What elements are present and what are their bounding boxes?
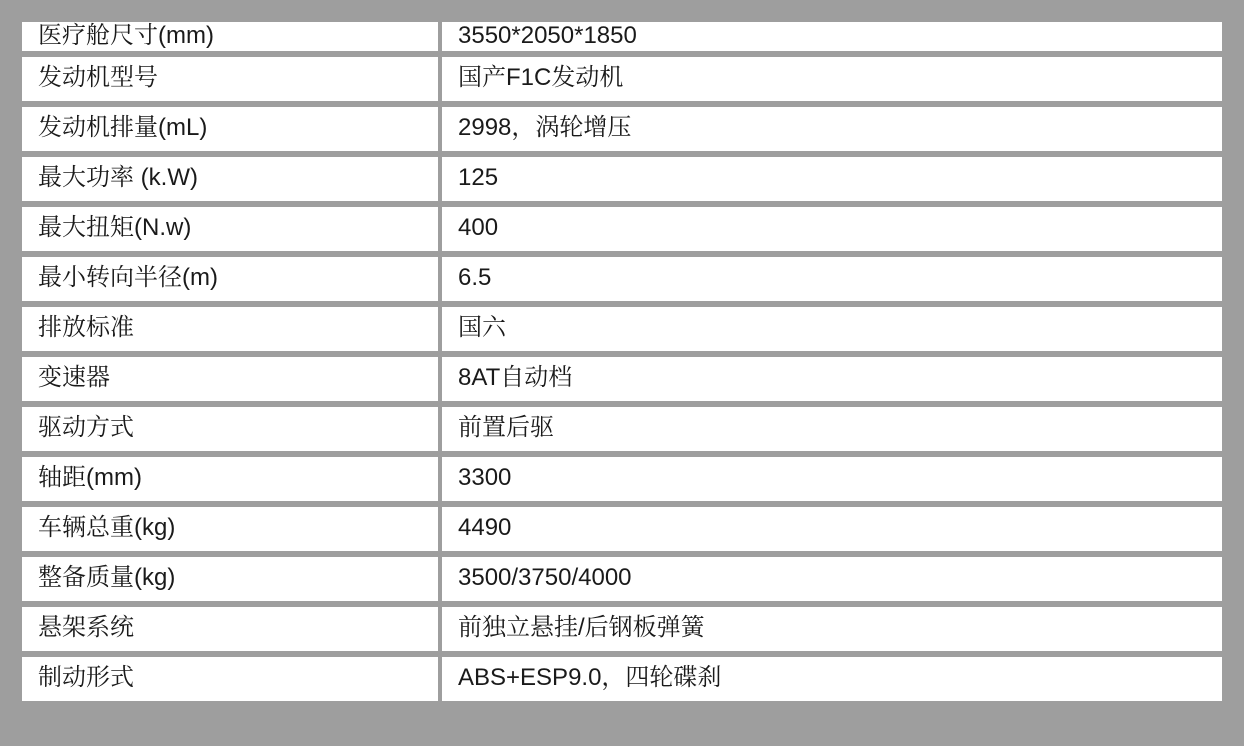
table-row (0, 204, 1244, 254)
spec-value: 8AT自动档 (442, 354, 1244, 404)
spec-value: 6.5 (442, 254, 1244, 304)
table-row (0, 654, 1244, 704)
spec-value: 3500/3750/4000 (442, 554, 1244, 604)
spec-label: 发动机排量(mL) (0, 104, 442, 154)
spec-value: 2998，涡轮增压 (442, 104, 1244, 154)
table-row (0, 554, 1244, 604)
table-row (0, 404, 1244, 454)
spec-value: 4490 (442, 504, 1244, 554)
spec-label: 整备质量(kg) (0, 554, 442, 604)
table-row (0, 54, 1244, 104)
spec-label: 医疗舱尺寸(mm) (0, 0, 442, 54)
table-row (0, 104, 1244, 154)
table-row (0, 154, 1244, 204)
spec-label: 发动机型号 (0, 54, 442, 104)
spec-label: 最大扭矩(N.w) (0, 204, 442, 254)
spec-value: 3550*2050*1850 (442, 0, 1244, 54)
spec-label: 悬架系统 (0, 604, 442, 654)
spec-label: 驱动方式 (0, 404, 442, 454)
spec-value: 前独立悬挂/后钢板弹簧 (442, 604, 1244, 654)
table-row (0, 454, 1244, 504)
table-row (0, 504, 1244, 554)
spec-value: 国六 (442, 304, 1244, 354)
spec-value: 前置后驱 (442, 404, 1244, 454)
spec-value: 400 (442, 204, 1244, 254)
table-row (0, 604, 1244, 654)
spec-value: 3300 (442, 454, 1244, 504)
table-row (0, 304, 1244, 354)
spec-label: 轴距(mm) (0, 454, 442, 504)
spec-value: 国产F1C发动机 (442, 54, 1244, 104)
spec-label: 变速器 (0, 354, 442, 404)
table-row (0, 0, 1244, 54)
table-row (0, 354, 1244, 404)
spec-label: 制动形式 (0, 654, 442, 704)
spec-label: 车辆总重(kg) (0, 504, 442, 554)
table-row (0, 254, 1244, 304)
spec-value: ABS+ESP9.0，四轮碟刹 (442, 654, 1244, 704)
spec-label: 排放标准 (0, 304, 442, 354)
spec-value: 125 (442, 154, 1244, 204)
spec-label: 最小转向半径(m) (0, 254, 442, 304)
spec-label: 最大功率 (k.W) (0, 154, 442, 204)
